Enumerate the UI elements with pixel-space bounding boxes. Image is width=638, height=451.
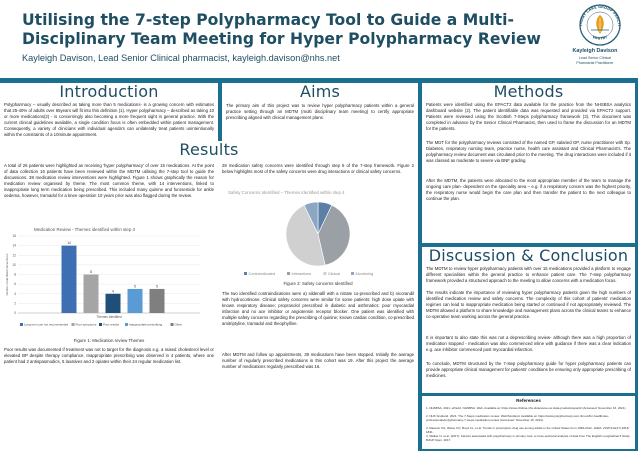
logo-role-line-1: Lead Senior Clinical bbox=[579, 56, 611, 60]
chart2-legend-label: Contraindicated bbox=[248, 271, 276, 276]
chart1-legend-swatch bbox=[99, 323, 102, 326]
results-middle-paragraph-2: The two identified contraindications were a) sildenafil with a nitrate co-prescribed and b) nicorandil with hydrocortisone. Clinical safety concerns were similar for some patients: high dose opiate with known respiratory disease; propranolol prescribed in diabetic and asthmatics; poor myocardial infarction and no ace inhibitor or angiotensin receptor blocker. One patient was identified with multiple safety concerns regarding the prescribing of quinine; known cardiac condition, co-prescribed amitriptyline, tramadol and theophylline. bbox=[222, 291, 414, 327]
discussion-paragraph-3: It is important to also state this was not a deprescribing review- although there was a high proportion of medication stopped - medication was also commenced inline with guidance if there was a clear indication e.g. ace inhibitor commenced post myocardial infarction. bbox=[426, 335, 631, 353]
practice-logo bbox=[573, 2, 627, 46]
reference-item-1: 1. NHSBSA. 2021. ePact2. NHSBSA. Web. Available at: https://www.nhsbsa.nhs.uk/access-our-data-products/epact2 (Accessed: November 16, 2021). bbox=[426, 406, 627, 410]
chart1-bar-chart bbox=[4, 233, 214, 331]
chart2-caption: Figure 2: Safety concerns Identified bbox=[283, 281, 353, 286]
chart1-legend-label: Poor results bbox=[103, 322, 120, 327]
introduction-body: Polypharmacy – usually described as taking more than 5 medications- is a growing concern with estimates that 25-40% of adults over 65years will fit into this definition (1). Hyper polypharmacy – described as taking 10 or more medications(2) - is concerningly also becoming a more frequent sight in general practice. With the current clinical guidelines available, a single condition focus is often embedded within patient management. Consequently, a variety of clinicians with individual agenda's can unilaterally treat patients unintentionally within the constraints of a 10minute appointment. bbox=[4, 102, 214, 138]
chart1-bar bbox=[106, 294, 121, 313]
methods-paragraph-2: The MDT for the polypharmacy reviews consisted of the named GP, salaried GP, nurse practitioner with Sp. Diabetes, respiratory nursing team, practice nurse, health care assistant and Clinical Pharmacist's. The polypharmacy review document was circulated prior to the meeting. The drug interactions were included if it was classed as moderate to severe via BNF grading. bbox=[426, 140, 631, 164]
chart1-legend-label: Other bbox=[174, 322, 183, 327]
chart1-bar bbox=[128, 289, 143, 313]
chart1-caption: Figure 1: Medication review Themes bbox=[73, 338, 145, 343]
chart1-legend-swatch bbox=[20, 323, 23, 326]
chart1-y-tick-label: 14 bbox=[12, 243, 16, 248]
chart2-legend-label: Interactions bbox=[291, 271, 312, 276]
chart1-y-tick-label: 12 bbox=[12, 253, 16, 258]
chart1-y-tick-label: 6 bbox=[14, 282, 16, 287]
discussion-paragraph-1: The MDTM to review hyper polypharmacy patients with over 15 medications provided a platform to engage different specialities within the general practice to enhance patient care. The 7-step polypharmacy framework provided a structured approach to the meeting to allow concerns with a medication focus. bbox=[426, 266, 631, 284]
results-heading: Results bbox=[179, 140, 239, 159]
chart1-y-tick-label: 4 bbox=[14, 291, 16, 296]
discussion-paragraph-2: The results indicate the importance of reviewing hyper polypharmacy patients given the high numbers of identified medication review and safety concerns. The complexity of this cohort of patients' medication regimes can lead to inappropriate medication being started or continued if not appropriately reviewed. The MDTM allowed a platform to share knowledge and management plans across the clinical teams to enhance co-operative team working across the general practice. bbox=[426, 290, 631, 320]
chart2-legend-swatch bbox=[244, 272, 247, 275]
logo-role-line-2: Pharmacist Practitioner bbox=[576, 61, 614, 65]
chart1-bar bbox=[150, 289, 165, 313]
chart1-data-label: 5 bbox=[134, 284, 136, 289]
chart2-legend-swatch bbox=[287, 272, 290, 275]
chart2-legend-label: Monitoring bbox=[355, 271, 374, 276]
chart1-bar bbox=[84, 275, 99, 314]
chart1-data-label: 5 bbox=[156, 284, 158, 289]
introduction-heading: Introduction bbox=[59, 82, 159, 101]
chart1-y-tick-label: 0 bbox=[14, 311, 16, 315]
chart1-legend-swatch bbox=[125, 323, 128, 326]
logo-name: Kayleigh Davison bbox=[572, 48, 618, 54]
reference-item-3: 3. Rawson KG, Weiss CO, Boyd CL, et al. Trends in prescription drug use among adults in the United States from 1999-2012. JAMA. 2015;314(17):1818-1831. bbox=[426, 426, 630, 435]
discussion-heading: Discussion & Conclusion bbox=[428, 246, 629, 265]
chart1-y-tick-label: 2 bbox=[14, 301, 16, 306]
chart1-y-axis-label: Number of identified interventions bbox=[5, 253, 9, 296]
aims-heading: Aims bbox=[299, 82, 341, 101]
header-banner bbox=[0, 0, 638, 78]
results-left-paragraph-1: A total of 26 patients were highlighted as receiving 'hyper polypharmacy' of over 15 medications. At the point of data collection 16 patients have been reviewed within the MDTM utilising the 7-step tool to guide the discussions. 38 medication review interventions were highlighted. Figure 1 shows graphically the reason for medication review organised by theme. The most common theme, with 14 interventions, linked to inappropriate long term medication being prescribed. This included many quinine and furosemide for ankle oedema, however, tramadol for a knee operation 10 years prior was also flagged during the review. bbox=[4, 163, 214, 199]
chart2-legend-swatch bbox=[323, 272, 326, 275]
methods-paragraph-3: After the MDTM, the patients were allocated to the most appropriate member of the team to manage the ongoing care plan- dependent on the speciality area – e.g. if a respiratory concern was the highest priority, the respiratory nurse would begin the care plan and then transfer the patient to the next colleague to continue the plan. bbox=[426, 178, 631, 202]
chart1-y-tick-label: 10 bbox=[12, 262, 16, 267]
chart1-data-label: 4 bbox=[112, 289, 114, 294]
chart1-legend-label: Inappropriate prescribing bbox=[129, 322, 163, 327]
methods-heading: Methods bbox=[493, 82, 564, 101]
chart1-y-tick-label: 8 bbox=[14, 272, 16, 277]
discussion-paragraph-4: To conclude, MDTM structured by the 7-step polypharmacy guide for hyper polypharmacy patients can provide appropriate clinical management for patients' conditions be ensuring only appropriate prescribing of medicines. bbox=[426, 361, 631, 379]
chart1-x-axis-label: Themes Identified bbox=[96, 315, 122, 319]
poster-title: Utilising the 7-step Polypharmacy Tool to Guide a Multi-Disciplinary Team Meeting for Hyper Polypharmacy Review bbox=[22, 11, 541, 48]
reference-item-4: 4. Walker N, et al. (2017). Factors associated with polypharmacy in primary care: a cross-sectional analysis of data from The English Longitudinal 6 Study. BJGP Open. 2017. bbox=[426, 434, 631, 443]
reference-item-2: 2. NHS Scotland. 2021. The 7-Steps medication review. Web/Scotland. Available at: https://www.polypharmacy.scot.nhs.uk/for-healthcare-professionals/polypharmacy-7-steps-medication-review (Accessed: November 16, 2021). bbox=[426, 414, 610, 423]
chart1-data-label: 14 bbox=[67, 241, 71, 246]
methods-paragraph-1: Patients were identified using the EPACT2 data available for the practice from the NHSBSA analytics dashboard website (2). The patient identifiable data was requested and provided via EPACT2 support. Patients were reviewed using the Scottish 7-Steps polypharmacy framework (3). This document was completed in advance by the Senior Clinical Pharmacist, then used to frame the discussion for an MDTM for the patients. bbox=[426, 102, 631, 132]
svg-text:WHITBY: WHITBY bbox=[591, 34, 609, 41]
chart2-legend-label: Clinical bbox=[327, 271, 341, 276]
aims-body: The primary aim of this project was to review hyper polypharmacy patients within a general practice setting through an MDTM (multi disciplinary team meeting) to certify appropriate prescribing aligned with clinical management plans. bbox=[226, 103, 414, 121]
chart1-y-tick-label: 16 bbox=[12, 234, 16, 238]
chart1-legend-swatch bbox=[72, 323, 75, 326]
chart1-bar bbox=[62, 246, 77, 313]
chart2-legend-swatch bbox=[351, 272, 354, 275]
chart1-data-label: 8 bbox=[90, 270, 92, 274]
results-left-paragraph-2: Poor results was documented if treatment was not to target for the diagnosis e.g. a raised cholesterol level or elevated BP despite therapy compliance. Inappropriate prescribing was observed in 4 patients, where one patient had 2 antispasmodics, 5 laxatives and 2 opiates within their 24 regular medication list. bbox=[4, 347, 214, 365]
chart1-legend-label: Long term use not recommended bbox=[24, 322, 69, 327]
chart1-title: Medication Review - Themes identified within step 3 bbox=[34, 227, 135, 232]
results-middle-paragraph-3: After MDTM and follow up appointments, 39 medications have been stopped. Initially the average number of regularly prescribed medications in this cohort was 19. After this project the average number of medications regularly prescribed was 16. bbox=[222, 352, 414, 370]
svg-text:PRIMARY CARE GROUP PRACTICE: IMARY CARE GROUP PRACTI bbox=[578, 4, 622, 27]
chart2-pie-chart bbox=[222, 196, 414, 278]
results-middle-paragraph-1: 28 medication safety concerns were identified through step 5 of the 7-step framework. Figure 2 below highlights most of the safety concerns were drug interactions or clinical safety concerns. bbox=[222, 163, 414, 175]
chart1-legend-label: Poor symptoms bbox=[75, 322, 97, 327]
references-heading: References bbox=[516, 398, 541, 403]
chart1-legend-swatch bbox=[171, 323, 174, 326]
poster-author: Kayleigh Davison, Lead Senior Clinical pharmacist, kayleigh.davison@nhs.net bbox=[22, 53, 340, 63]
chart2-title: Safety Concerns Identified – Themes identified within step 4 bbox=[228, 190, 345, 195]
